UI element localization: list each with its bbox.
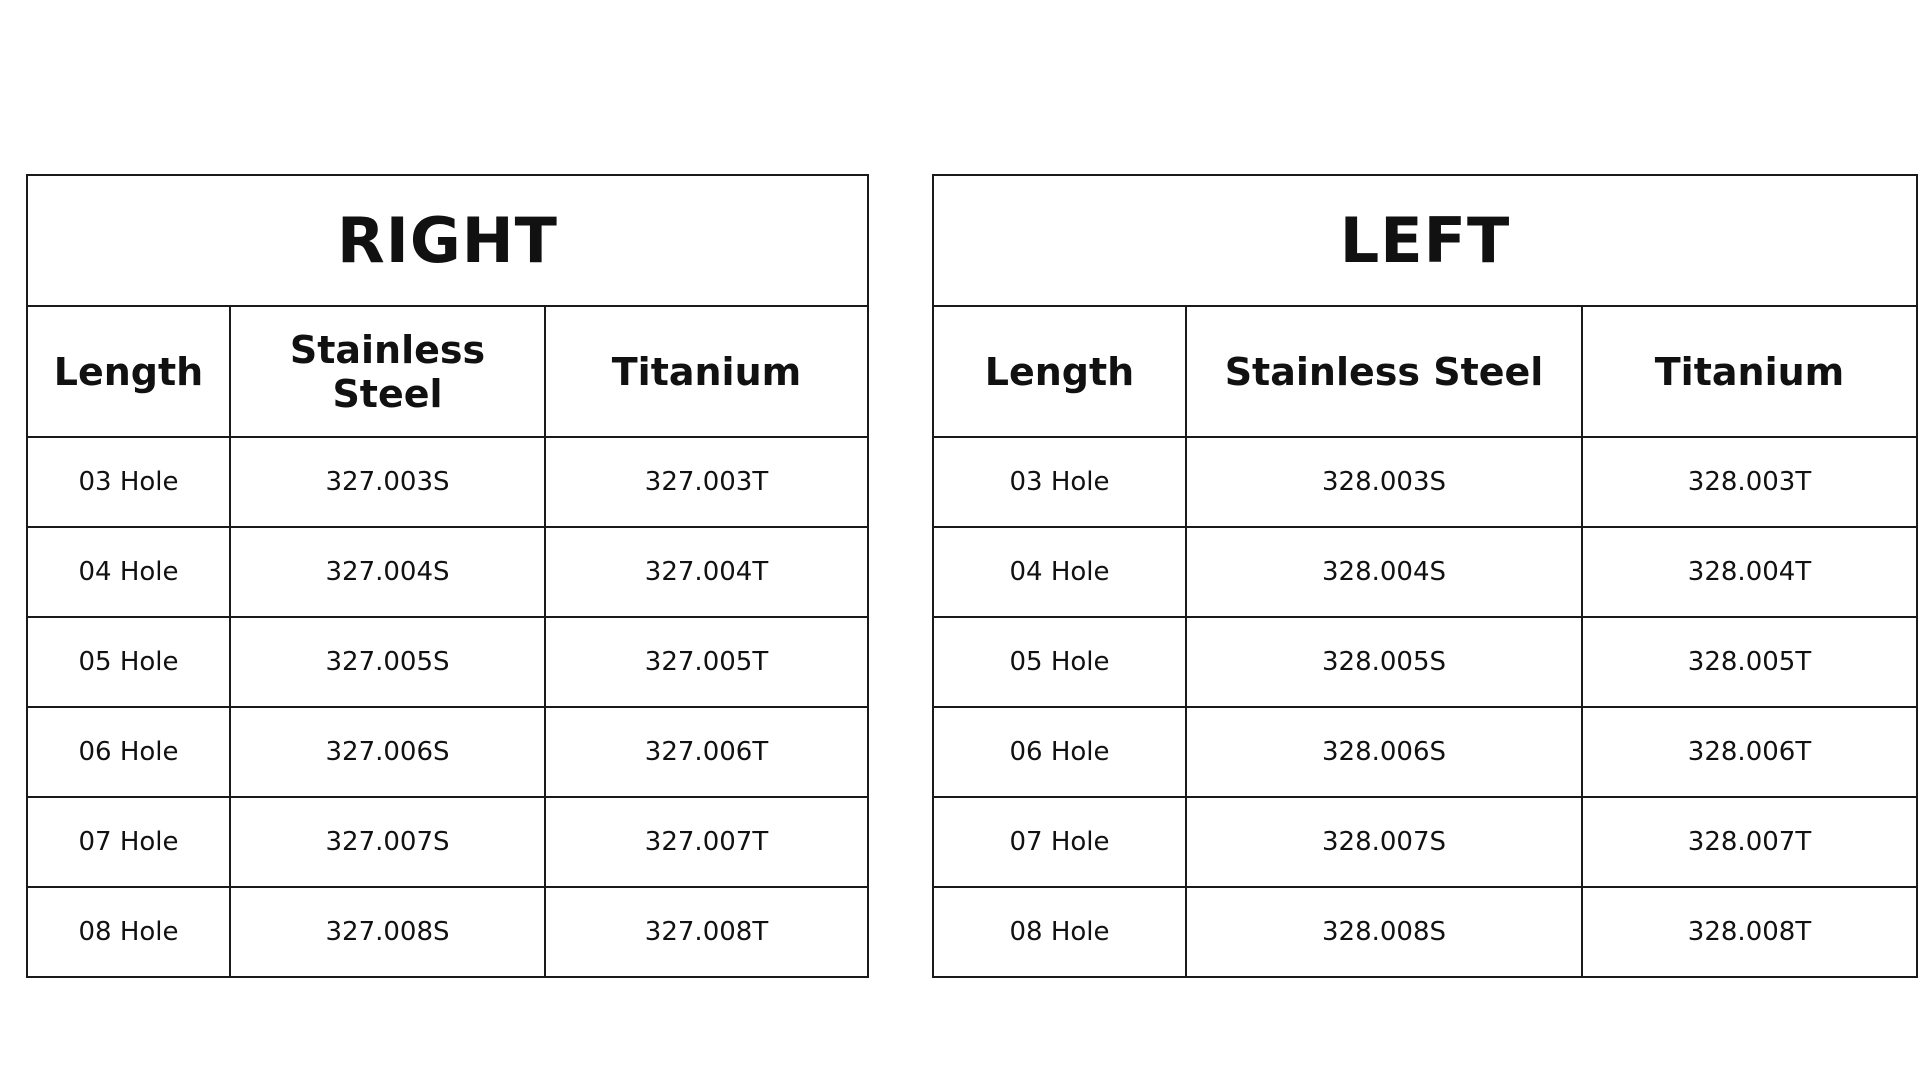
- length-cell: 03 Hole: [933, 437, 1186, 527]
- table-row: [933, 707, 1917, 797]
- stainless-steel-cell: 328.004S: [1186, 527, 1582, 617]
- stainless-steel-cell: 327.008S: [230, 887, 545, 977]
- length-cell: 07 Hole: [27, 797, 230, 887]
- titanium-cell: 327.006T: [545, 707, 868, 797]
- stainless-steel-cell: 327.004S: [230, 527, 545, 617]
- titanium-cell: 328.005T: [1582, 617, 1917, 707]
- table-row: [27, 797, 868, 887]
- table-title: RIGHT: [27, 175, 868, 306]
- table-row: [27, 887, 868, 977]
- column-header-titanium: Titanium: [545, 306, 868, 437]
- column-header-length: Length: [27, 306, 230, 437]
- length-cell: 05 Hole: [933, 617, 1186, 707]
- stainless-steel-cell: 327.005S: [230, 617, 545, 707]
- titanium-cell: 328.006T: [1582, 707, 1917, 797]
- table-title-row: [933, 175, 1917, 306]
- column-header-titanium: Titanium: [1582, 306, 1917, 437]
- table-row: [933, 617, 1917, 707]
- length-cell: 08 Hole: [933, 887, 1186, 977]
- table-title-row: [27, 175, 868, 306]
- titanium-cell: 328.004T: [1582, 527, 1917, 617]
- stainless-steel-cell: 328.008S: [1186, 887, 1582, 977]
- stainless-steel-cell: 327.006S: [230, 707, 545, 797]
- right-spec-table: [26, 174, 869, 978]
- titanium-cell: 327.003T: [545, 437, 868, 527]
- table-row: [933, 797, 1917, 887]
- titanium-cell: 327.005T: [545, 617, 868, 707]
- stainless-steel-cell: 328.005S: [1186, 617, 1582, 707]
- table-row: [27, 527, 868, 617]
- column-header-stainless-steel: Stainless Steel: [1186, 306, 1582, 437]
- titanium-cell: 327.004T: [545, 527, 868, 617]
- titanium-cell: 328.007T: [1582, 797, 1917, 887]
- length-cell: 04 Hole: [933, 527, 1186, 617]
- left-spec-table: [932, 174, 1918, 978]
- length-cell: 04 Hole: [27, 527, 230, 617]
- stainless-steel-cell: 328.003S: [1186, 437, 1582, 527]
- table-row: [933, 527, 1917, 617]
- length-cell: 06 Hole: [27, 707, 230, 797]
- titanium-cell: 328.003T: [1582, 437, 1917, 527]
- stainless-steel-cell: 327.003S: [230, 437, 545, 527]
- table-header-row: [27, 306, 868, 437]
- table-row: [933, 887, 1917, 977]
- titanium-cell: 327.007T: [545, 797, 868, 887]
- length-cell: 03 Hole: [27, 437, 230, 527]
- table-row: [27, 437, 868, 527]
- table-row: [27, 617, 868, 707]
- column-header-length: Length: [933, 306, 1186, 437]
- length-cell: 05 Hole: [27, 617, 230, 707]
- table-row: [933, 437, 1917, 527]
- stainless-steel-cell: 327.007S: [230, 797, 545, 887]
- titanium-cell: 327.008T: [545, 887, 868, 977]
- stainless-steel-cell: 328.006S: [1186, 707, 1582, 797]
- length-cell: 08 Hole: [27, 887, 230, 977]
- stainless-steel-cell: 328.007S: [1186, 797, 1582, 887]
- column-header-stainless-steel: Stainless Steel: [230, 306, 545, 437]
- table-header-row: [933, 306, 1917, 437]
- table-row: [27, 707, 868, 797]
- length-cell: 06 Hole: [933, 707, 1186, 797]
- length-cell: 07 Hole: [933, 797, 1186, 887]
- table-title: LEFT: [933, 175, 1917, 306]
- titanium-cell: 328.008T: [1582, 887, 1917, 977]
